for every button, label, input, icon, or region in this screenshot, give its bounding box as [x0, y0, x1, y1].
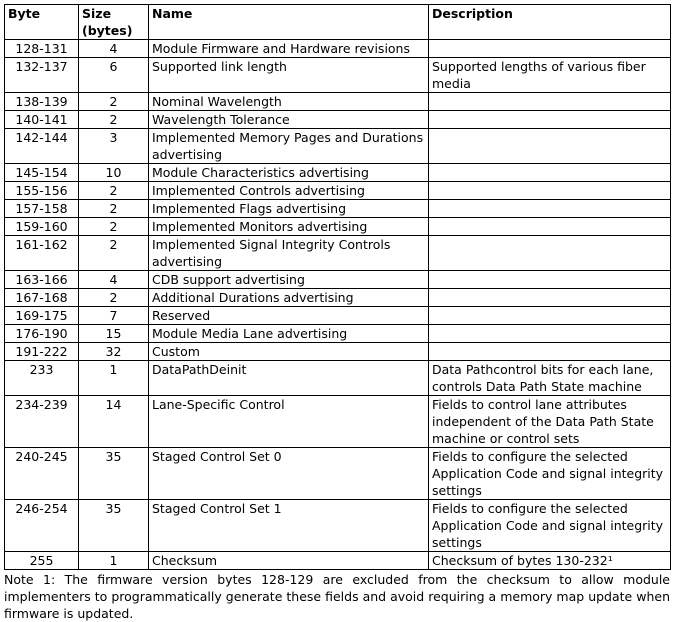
cell-description — [429, 236, 671, 271]
table-row — [5, 361, 671, 396]
cell-size: 3 — [79, 129, 149, 164]
cell-byte: 140-141 — [5, 111, 79, 129]
cell-description — [429, 40, 671, 58]
cell-description: Supported lengths of various fiber media — [429, 58, 671, 93]
cell-name: Module Media Lane advertising — [149, 325, 429, 343]
cell-description: Fields to control lane attributes independent of the Data Path State machine or control sets — [429, 396, 671, 448]
header-size — [79, 5, 149, 40]
cell-name: DataPathDeinit — [149, 361, 429, 396]
cell-description — [429, 218, 671, 236]
table-row — [5, 111, 671, 129]
cell-description — [429, 325, 671, 343]
table-row — [5, 93, 671, 111]
table-body — [5, 40, 671, 570]
table-row — [5, 396, 671, 448]
cell-description: Fields to configure the selected Application Code and signal integrity settings — [429, 448, 671, 500]
cell-byte: 138-139 — [5, 93, 79, 111]
cell-byte: 255 — [5, 552, 79, 570]
cell-size: 35 — [79, 448, 149, 500]
cell-name: Staged Control Set 0 — [149, 448, 429, 500]
header-size-line1: Size — [82, 6, 112, 21]
cell-description — [429, 111, 671, 129]
cell-name: CDB support advertising — [149, 271, 429, 289]
header-byte: Byte — [5, 5, 79, 40]
cell-name: Nominal Wavelength — [149, 93, 429, 111]
cell-byte: 246-254 — [5, 500, 79, 552]
cell-byte: 167-168 — [5, 289, 79, 307]
cell-description — [429, 343, 671, 361]
cell-size: 14 — [79, 396, 149, 448]
cell-name: Wavelength Tolerance — [149, 111, 429, 129]
cell-name: Implemented Signal Integrity Controls advertising — [149, 236, 429, 271]
cell-name: Implemented Memory Pages and Durations advertising — [149, 129, 429, 164]
cell-description — [429, 200, 671, 218]
cell-description — [429, 129, 671, 164]
cell-size: 2 — [79, 182, 149, 200]
cell-description: Checksum of bytes 130-232¹ — [429, 552, 671, 570]
cell-name: Supported link length — [149, 58, 429, 93]
table-row — [5, 500, 671, 552]
cell-byte: 163-166 — [5, 271, 79, 289]
table-row — [5, 343, 671, 361]
cell-name: Reserved — [149, 307, 429, 325]
cell-byte: 132-137 — [5, 58, 79, 93]
cell-name: Implemented Monitors advertising — [149, 218, 429, 236]
cell-byte: 233 — [5, 361, 79, 396]
cell-description: Fields to configure the selected Application Code and signal integrity settings — [429, 500, 671, 552]
cell-byte: 145-154 — [5, 164, 79, 182]
table-row — [5, 218, 671, 236]
table-row — [5, 58, 671, 93]
cell-name: Staged Control Set 1 — [149, 500, 429, 552]
table-row — [5, 164, 671, 182]
table-row — [5, 182, 671, 200]
cell-size: 2 — [79, 289, 149, 307]
cell-name: Custom — [149, 343, 429, 361]
cell-size: 2 — [79, 236, 149, 271]
cell-description — [429, 271, 671, 289]
cell-byte: 234-239 — [5, 396, 79, 448]
cell-size: 1 — [79, 552, 149, 570]
cell-size: 2 — [79, 93, 149, 111]
cell-description — [429, 182, 671, 200]
table-row — [5, 307, 671, 325]
cell-description: Data Pathcontrol bits for each lane, controls Data Path State machine — [429, 361, 671, 396]
cell-byte: 240-245 — [5, 448, 79, 500]
cell-description — [429, 164, 671, 182]
byte-map-table — [4, 4, 671, 570]
cell-size: 4 — [79, 40, 149, 58]
cell-size: 7 — [79, 307, 149, 325]
table-row — [5, 200, 671, 218]
cell-size: 2 — [79, 218, 149, 236]
table-row — [5, 271, 671, 289]
cell-size: 2 — [79, 200, 149, 218]
cell-size: 2 — [79, 111, 149, 129]
cell-size: 1 — [79, 361, 149, 396]
table-row — [5, 40, 671, 58]
cell-byte: 161-162 — [5, 236, 79, 271]
cell-name: Checksum — [149, 552, 429, 570]
header-description: Description — [429, 5, 671, 40]
cell-name: Implemented Flags advertising — [149, 200, 429, 218]
cell-size: 35 — [79, 500, 149, 552]
table-row — [5, 236, 671, 271]
cell-byte: 169-175 — [5, 307, 79, 325]
footnote: Note 1: The firmware version bytes 128-129 are excluded from the checksum to allow module implementers to programmatically generate these fields and avoid requiring a memory map update when firmware is updated. — [4, 572, 670, 621]
cell-description — [429, 307, 671, 325]
table-row — [5, 129, 671, 164]
cell-size: 15 — [79, 325, 149, 343]
table-row — [5, 325, 671, 343]
cell-name: Lane-Specific Control — [149, 396, 429, 448]
header-name: Name — [149, 5, 429, 40]
cell-description — [429, 93, 671, 111]
cell-byte: 142-144 — [5, 129, 79, 164]
table-row — [5, 289, 671, 307]
table-header-row — [5, 5, 671, 40]
cell-byte: 191-222 — [5, 343, 79, 361]
cell-byte: 155-156 — [5, 182, 79, 200]
cell-name: Additional Durations advertising — [149, 289, 429, 307]
cell-name: Module Firmware and Hardware revisions — [149, 40, 429, 58]
cell-size: 6 — [79, 58, 149, 93]
cell-byte: 157-158 — [5, 200, 79, 218]
cell-name: Module Characteristics advertising — [149, 164, 429, 182]
table-row — [5, 552, 671, 570]
cell-size: 4 — [79, 271, 149, 289]
cell-description — [429, 289, 671, 307]
cell-byte: 128-131 — [5, 40, 79, 58]
cell-name: Implemented Controls advertising — [149, 182, 429, 200]
cell-size: 32 — [79, 343, 149, 361]
cell-byte: 159-160 — [5, 218, 79, 236]
header-size-line2: (bytes) — [82, 23, 133, 38]
table-row — [5, 448, 671, 500]
cell-size: 10 — [79, 164, 149, 182]
cell-byte: 176-190 — [5, 325, 79, 343]
